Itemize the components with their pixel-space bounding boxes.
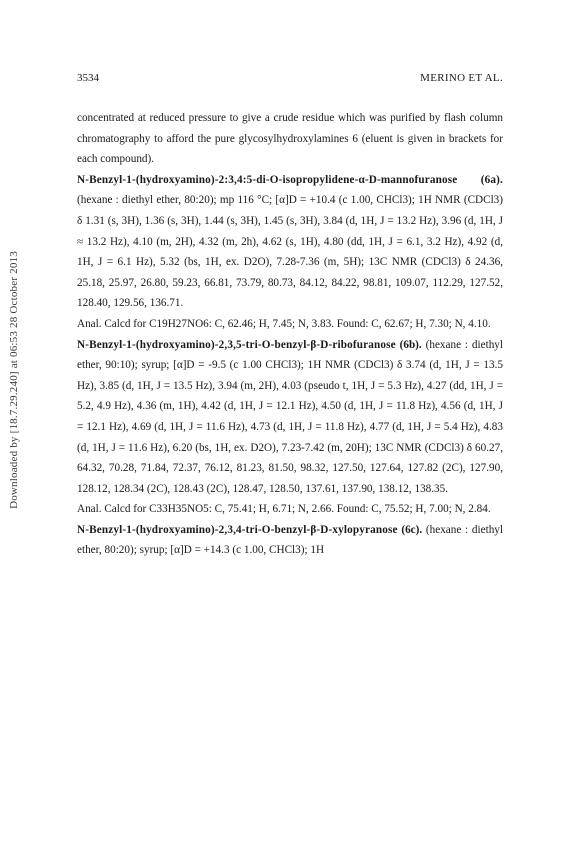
compound-6c-entry xyxy=(77,520,503,561)
compound-6b-analysis: Anal. Calcd for C33H35NO5: C, 75.41; H, 6.71; N, 2.66. Found: C, 75.52; H, 7.00; N, 2.84. xyxy=(77,503,491,516)
compound-6c-data: (hexane : diethyl ether, 80:20); syrup; [α]D = +14.3 (c 1.00, CHCl3); 1H xyxy=(77,523,503,557)
article-body xyxy=(77,108,503,561)
compound-6a-analysis: Anal. Calcd for C19H27NO6: C, 62.46; H, 7.45; N, 3.83. Found: C, 62.67; H, 7.30; N, 4.10. xyxy=(77,317,491,330)
compound-6b-data: (hexane : diethyl ether, 90:10); syrup; [α]D = -9.5 (c 1.00 CHCl3); 1H NMR (CDCl3) δ 3.74 (d, 1H, J = 13.5 Hz), 3.85 (d, 1H, J = 13.5 Hz), 3.94 (m, 2H), 4.03 (pseudo t, 1H, J = 5.3 Hz), 4.27 (dd, 1H, J = 5.2, 4.9 Hz), 4.36 (m, 1H), 4.42 (d, 1H, J = 12.1 Hz), 4.50 (d, 1H, J = 11.8 Hz), 4.56 (d, 1H, J = 12.1 Hz), 4.69 (d, 1H, J = 11.6 Hz), 4.73 (d, 1H, J = 11.8 Hz), 4.77 (d, 1H, J = 5.4 Hz), 4.83 (d, 1H, J = 11.6 Hz), 6.20 (bs, 1H, ex. D2O), 7.23-7.42 (m, 20H); 13C NMR (CDCl3) δ 60.27, 64.32, 70.28, 71.84, 72.37, 76.12, 81.23, 81.50, 98.32, 127.50, 127.64, 127.82 (2C), 127.90, 128.12, 128.34 (2C), 128.43 (2C), 128.47, 128.50, 137.61, 137.90, 138.12, 138.35. xyxy=(77,338,504,495)
page-number: 3534 xyxy=(77,72,99,84)
download-watermark xyxy=(3,150,25,610)
compound-6b-entry xyxy=(77,335,503,500)
compound-6a-entry xyxy=(77,170,503,314)
compound-6c-heading: N-Benzyl-1-(hydroxyamino)-2,3,4-tri-O-benzyl-β-D-xylopyranose xyxy=(77,523,398,536)
compound-6b-heading: N-Benzyl-1-(hydroxyamino)-2,3,5-tri-O-benzyl-β-D-ribofuranose xyxy=(77,338,396,351)
running-head: MERINO ET AL. xyxy=(420,72,503,84)
download-note: Downloaded by [18.7.29.240] at 06:53 28 October 2013 xyxy=(8,251,20,509)
compound-6a-heading: N-Benzyl-1-(hydroxyamino)-2:3,4:5-di-O-isopropylidene-α-D-mannofuranose (6a). xyxy=(77,173,503,186)
intro-paragraph: concentrated at reduced pressure to give a crude residue which was purified by flash column chromatography to afford the pure glycosylhydroxylamines 6 (eluent is given in brackets for each compound). xyxy=(77,112,503,166)
compound-6a-data: (hexane : diethyl ether, 80:20); mp 116 °C; [α]D = +10.4 (c 1.00, CHCl3); 1H NMR (CDCl3) δ 1.31 (s, 3H), 1.36 (s, 3H), 1.44 (s, 3H), 1.45 (s, 3H), 3.84 (d, 1H, J = 13.2 Hz), 3.96 (d, 1H, J ≈ 13.2 Hz), 4.10 (m, 2H), 4.32 (m, 2h), 4.62 (s, 1H), 4.80 (dd, 1H, J = 6.1, 3.2 Hz), 4.92 (d, 1H, J = 6.1 Hz), 5.32 (bs, 1H, ex. D2O), 7.28-7.36 (m, 5H); 13C NMR (CDCl3) δ 24.36, 25.18, 25.97, 26.80, 59.23, 66.81, 73.79, 80.73, 84.12, 84.22, 98.81, 109.07, 112.29, 127.52, 128.40, 129.56, 136.71. xyxy=(77,194,503,310)
compound-6c-label: (6c). xyxy=(401,523,423,536)
compound-6b-label: (6b). xyxy=(399,338,422,351)
